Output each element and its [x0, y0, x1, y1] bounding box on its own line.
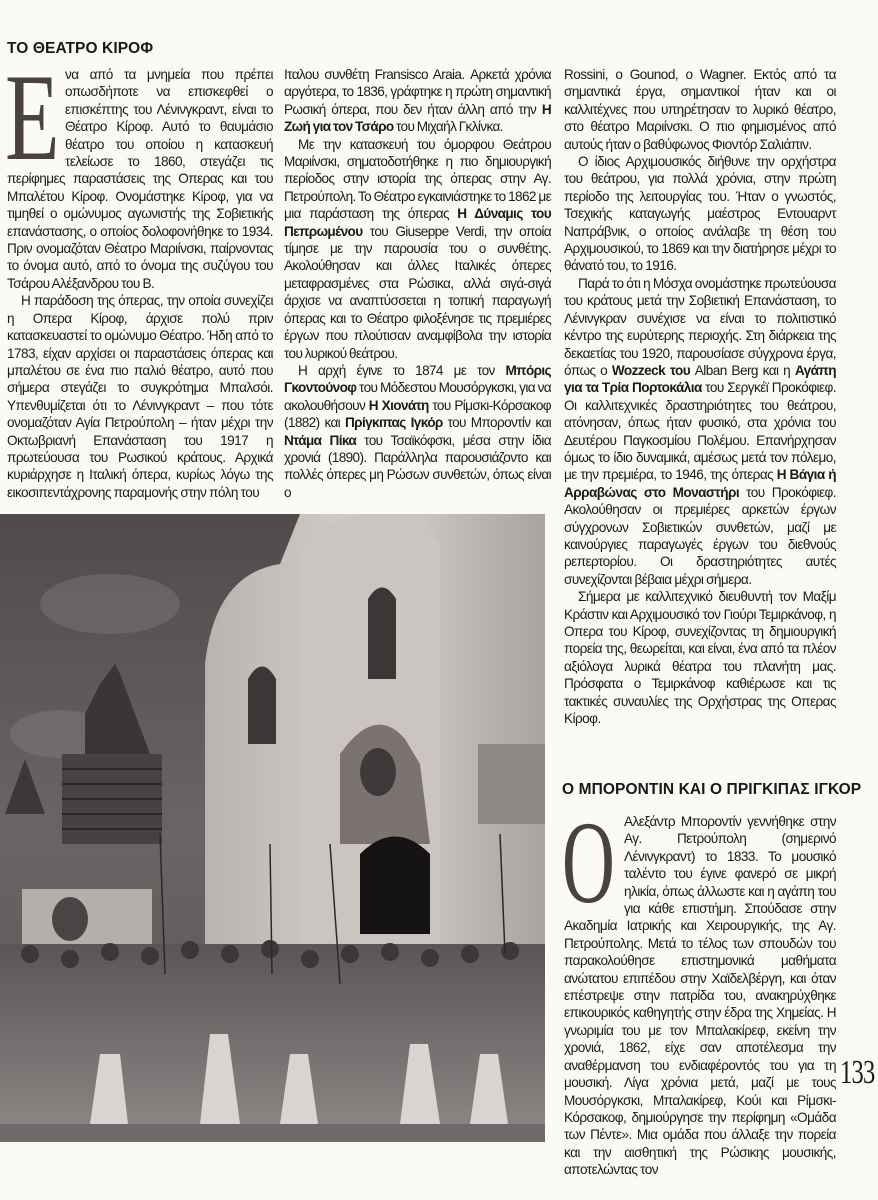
text-run: του Μποροντίν και — [442, 415, 552, 431]
paragraph: Η παράδοση της όπερας, την οποία συνεχίζει η Οπερα Κίροφ, άρχισε πολύ πριν κατασκευαστεί το ομώνυμο Θέατρο. Ήδη από το 1783, είχαν αρχίσει οι παραστάσεις όπερας και μπαλέτου σε ένα πιο παλιό θέατρο, αυτό που σήμερα στεγάζει το συγκρότημα Μπαλσόι. Υπενθυμίζεται ότι το Λένινγκραντ – που τότε ονομαζόταν Αγία Πετρούπολη – ήταν μέχρι την Οκτωβριανή Επανάσταση του 1917 η πρωτεύουσα του Ρωσικού κράτους. Αρχικά κυριάρχησε η Ιταλική όπερα, κυρίως λόγω της εικοσιπεντάχρονης παραμονής στην πόλη του — [7, 293, 273, 500]
paragraph: να από τα μνημεία που πρέπει οπωσδήποτε να επισκεφθεί ο επισκέπτης του Λένινγκραντ, είναι το Θέατρο Κίροφ. Αυτό το θαυμάσιο θέατρο του οποίου η κατασκευή τελείωσε το 1860, στεγάζει τις περίφημες παραστάσεις της Οπερας και του Μπαλέτου Κίροφ. Ονομάστηκε Κίροφ, για να τιμηθεί ο ομώνυμος αγωνιστής της Σοβιετικής επανάστασης, ο οποίος δολοφονήθηκε το 1934. Πριν ονομαζόταν Θέατρο Μαριίνσκι, παίρνοντας το όνομα αυτό, από το όνομα της συζύγου του Τσάρου Αλέξανδρου του Β. — [7, 67, 273, 291]
stage-floor — [0, 1124, 545, 1142]
church-window — [368, 588, 396, 680]
opera-title: Η Ζωή για τον Τσάρο — [284, 101, 551, 135]
church-window — [248, 667, 276, 745]
paragraph — [284, 136, 551, 362]
text-run: Με την κατασκευή του όμορφου Θεάτρου Μαριίνσκι, σηματοδοτήθηκε η πιο δημιουργική περίοδος στην ιστορία της όπερας στην Αγ. Πετρούπολη. Το Θέατρο εγκαινιάστηκε το 1862 με μια παράσταση της όπερας — [284, 136, 551, 222]
dropcap-letter: Ε — [5, 49, 60, 186]
paragraph: Rossini, ο Gounod, ο Wagner. Εκτός από τα σημαντικά έργα, σημαντικοί ήταν και οι καλλιτέχνες που υπηρέτησαν το λυρικό θέατρο, στο θέατρο Μαριίνσκι. Ο πιο φημισμένος από αυτούς ήταν ο βαθύφωνος Φιοντόρ Σαλιάπιν. — [564, 67, 836, 152]
article-column-1 — [5, 49, 273, 501]
text-run: του Ρίμσκι-Κόρσακοφ (1882) και — [284, 397, 551, 431]
paragraph: Σήμερα με καλλιτεχνικό διευθυντή τον Μαξίμ Κράστιν και Αρχιμουσικό τον Γιούρι Τεμιρκάνοφ, η Οπερα του Κίροφ, συνεχίζοντας τη δημιουργική πορεία της, θεωρείται, και είναι, ένα από τα πλέον αξιόλογα λυρικά θέατρα του πλανήτη μας. Πρόσφατα ο Τεμιρκάνοφ καθιέρωσε και τις τακτικές συναυλίες της Ορχήστρας της Οπερας Κίροφ. — [564, 589, 836, 727]
photo-illustration — [0, 514, 545, 1142]
text-run: του Τσαϊκόφσκι, μέσα στην ίδια χρονιά (1890). Παράλληλα παρουσιάζοντο και πολλές όπερες μη Ρώσων συνθετών, όπως είναι ο — [284, 432, 551, 500]
church-doorway — [360, 837, 430, 935]
section-heading-kirov-theatre: ΤΟ ΘΕΑΤΡΟ ΚΙΡΟΦ — [7, 40, 154, 57]
text-run: του Μόδεστου Μουσόργκσκι, για να ακολουθήσουν — [284, 380, 551, 413]
paragraph — [284, 362, 551, 501]
opera-title: Μπόρις Γκοντούνοφ — [284, 362, 551, 396]
opera-title: Αγάπη για τα Τρία Πορτοκάλια — [564, 362, 837, 396]
text-run: του Προκόφιεφ. Ακολούθησαν οι πρεμιέρες αρκετών έργων σύγχρονων Σοβιετικών συνθετών, μαζί με καινούργιες παραγωγές έργων του διεθνούς ρεπερτορίου. Οι δραστηριότητες αυτές συνεχίζονται βέβαια μέχρι σήμερα. — [564, 484, 836, 587]
page-number: 133 — [840, 1054, 875, 1091]
paragraph — [564, 275, 836, 588]
dropcap-letter: Ο — [562, 797, 615, 928]
paragraph: Ο ίδιος Αρχιμουσικός διήθυνε την ορχήστρα του θεάτρου, για πολλά χρόνια, στην πρώτη περίοδο της λειτουργίας του. Ήταν ο γνωστός, Τσεχικής καταγωγής μαέστρος Εντουαρντ Ναπράβνικ, ο οποίος ανάλαβε τη θέση του Αρχιμουσικού, το 1869 και την διατήρησε μέχρι το θάνατό του, το 1916. — [564, 154, 836, 274]
opera-stage-photo — [0, 514, 545, 1142]
text-run: Alban Berg και η — [690, 362, 795, 378]
opera-title: Πρίγκιπας Ιγκόρ — [344, 415, 443, 431]
opera-title: Η Χιονάτη — [368, 397, 429, 413]
paragraph — [284, 66, 551, 136]
section-heading-borodin: Ο ΜΠΟΡΟΝΤΙΝ ΚΑΙ Ο ΠΡΙΓΚΙΠΑΣ ΙΓΚΟΡ — [562, 781, 862, 798]
text-run: του Giuseppe Verdi, την οποία τίμησε με την παρουσία του ο συνθέτης. Ακολούθησαν και άλλες Ιταλικές όπερες μεταφρασμένες στα Ρώσικα, αλλά σιγά-σιγά άρχισε να αναπτύσσεται η τοπική παραγωγή όπερας και το Θέατρο φιλοξένησε τις πρεμιέρες έργων που πλούτισαν αναμφίβολα την ιστορία του λυρικού θεάτρου. — [284, 223, 551, 361]
paragraph: Αλεξάντρ Μποροντίν γεννήθηκε στην Αγ. Πετρούπολη (σημερινό Λένινγκραντ) το 1833. Το μουσικό ταλέντο του έγινε φανερό σε μικρή ηλικία, όπως άλλωστε και η αγάπη του για κάθε επιστήμη. Σπούδασε στην Ακαδημία Ιατρικής και Χειρουργικής, της Αγ. Πετρούπολης. Μετά το τέλος των σπουδών του παρακολούθησε επιστημονικά μαθήματα ανώτατου επιπέδου στην Χαϊδελβέργη, και όταν επέστρεψε στην πατρίδα του, ανακηρύχθηκε επικουρικός καθηγητής στην έδρα της Χημείας. Η γνωριμία του με τον Μπαλακίρεφ, εκείνη την χρονιά, 1862, είχε σαν αποτέλεσμα την αναθέρμανση του ενδιαφέροντός του για τη μουσική. Λίγα χρόνια μετά, μαζί με τους Μουσόργκσκι, Μπαλακίρεφ, Κούι και Ρίμσκι-Κόρσακοφ, δημιούργησε την περίφημη «Ομάδα των Πέντε». Μια ομάδα που άλλαξε την πορεία και την αισθητική της Ρώσικης μουσικής, αποτελώντας τον — [564, 814, 836, 1178]
opera-title: Ντάμα Πίκα — [284, 432, 357, 448]
article-column-3 — [564, 66, 836, 727]
article-column-2 — [284, 66, 551, 501]
opera-title: Η Δύναμις του Πεπρωμένου — [284, 206, 551, 239]
text-run: Η αρχή έγινε το 1874 με τον — [298, 362, 506, 378]
text-run: Ιταλου συνθέτη Fransisco Araia. Αρκετά χρόνια αργότερα, το 1836, γράφτηκε η πρώτη σημαντική Ρωσική όπερα, που δεν ήταν άλλη από την — [284, 67, 551, 117]
text-run: του Μιχαήλ Γκλίνκα. — [393, 119, 503, 135]
text-run: Παρά το ότι η Μόσχα ονομάστηκε πρωτεύουσα του κράτους μετά την Σοβιετική Επανάσταση, το Λένινγκραν συνέχισε να είναι το πολιτιστικό κέντρο της ευρύτερης περιοχής. Στη διάρκεια της δεκαετίας του 1920, παρουσίασε σύγχρονα έργα, όπως ο — [564, 275, 836, 378]
opera-title: Wozzeck του — [611, 362, 691, 378]
article-column-borodin — [562, 797, 836, 1179]
opera-title: Η Βάγια ή Αρραβώνας στο Μοναστήρι — [564, 467, 836, 500]
banner — [478, 744, 545, 824]
text-run: του Σεργκέϊ Προκόφιεφ. Οι καλλιτεχνικές δραστηριότητες του θεάτρου, ατόνησαν, όπως ήταν φυσικό, στα χρόνια του Δευτέρου Παγκοσμίου Πολέμου. Επανήρχησαν όμως το ίδιο δυναμικά, αμέσως μετά τον πόλεμο, με την πρεμιέρα, το 1946, της όπερας — [564, 380, 836, 483]
